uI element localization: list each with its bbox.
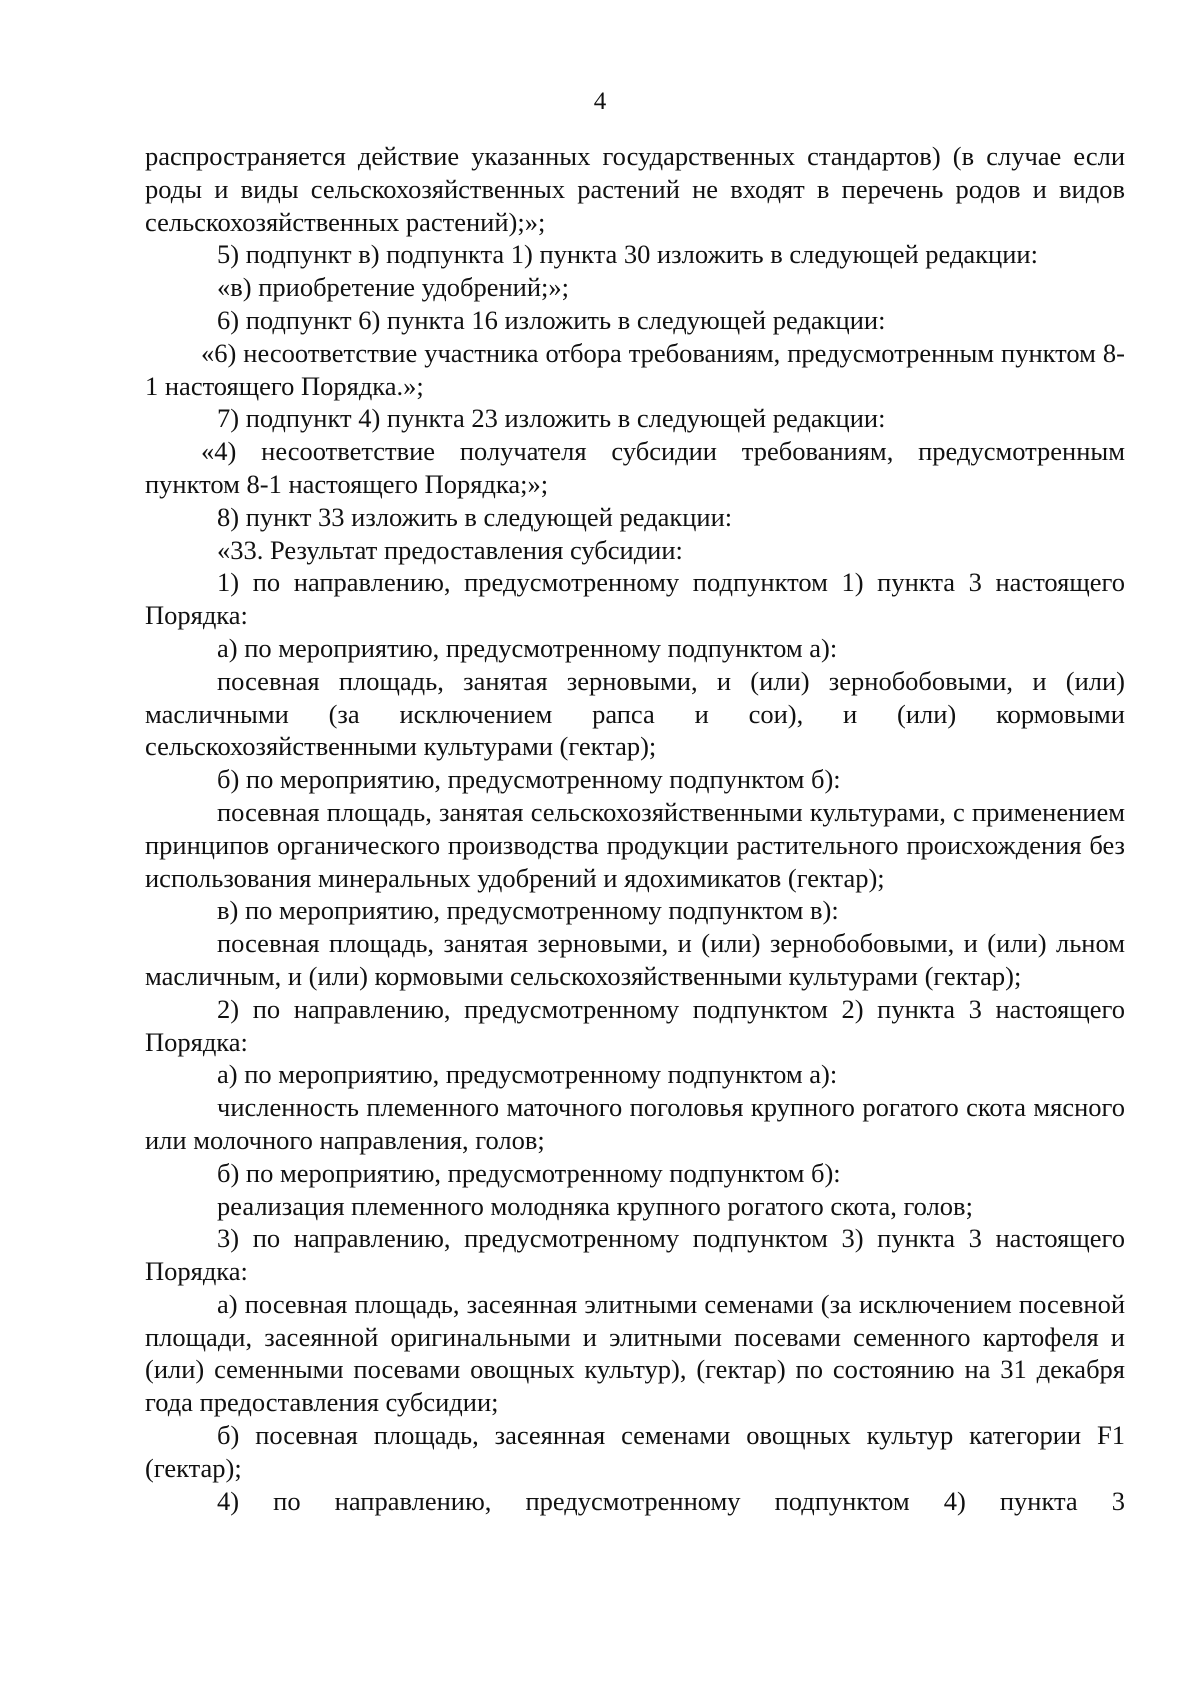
document-body	[145, 140, 1125, 1517]
paragraph-11: а) по мероприятию, предусмотренному подпунктом а):	[217, 632, 838, 663]
paragraph-18: а) по мероприятию, предусмотренному подпунктом а):	[217, 1059, 838, 1090]
paragraph-4: 6) подпункт 6) пункта 16 изложить в следующей редакции:	[217, 304, 886, 335]
paragraph-19: численность племенного маточного поголовья крупного рогатого скота мясного или молочного направления, голов;	[145, 1092, 1125, 1155]
paragraph-1: распространяется действие указанных государственных стандартов) (в случае если роды и виды сельскохозяйственных растений не входят в перечень родов и видов сельскохозяйственных растений);»;	[145, 141, 1125, 237]
page-number: 4	[593, 88, 607, 115]
paragraph-2: 5) подпункт в) подпункта 1) пункта 30 изложить в следующей редакции:	[217, 239, 1038, 270]
paragraph-14: посевная площадь, занятая сельскохозяйственными культурами, с применением принципов органического производства продукции растительного происхождения без использования минеральных удобрений и ядохимикатов (гектар);	[145, 796, 1125, 893]
paragraph-6: 7) подпункт 4) пункта 23 изложить в следующей редакции:	[217, 403, 886, 434]
paragraph-8: 8) пункт 33 изложить в следующей редакции:	[217, 501, 733, 532]
paragraph-10: 1) по направлению, предусмотренному подпунктом 1) пункта 3 настоящего Порядка:	[145, 567, 1125, 631]
paragraph-25: 4) по направлению, предусмотренному подпунктом 4) пункта 3	[217, 1485, 1125, 1516]
paragraph-7: «4) несоответствие получателя субсидии требованиям, предусмотренным пунктом 8-1 настоящего Порядка;»;	[145, 436, 1125, 499]
paragraph-22: 3) по направлению, предусмотренному подпунктом 3) пункта 3 настоящего Порядка:	[145, 1223, 1125, 1287]
paragraph-9: «33. Результат предоставления субсидии:	[217, 534, 683, 565]
paragraph-12: посевная площадь, занятая зерновыми, и (или) зернобобовыми, и (или) масличными (за исключением рапса и сои), и (или) кормовыми сельскохозяйственными культурами (гектар);	[145, 665, 1125, 762]
paragraph-21: реализация племенного молодняка крупного рогатого скота, голов;	[217, 1190, 973, 1221]
paragraph-17: 2) по направлению, предусмотренному подпунктом 2) пункта 3 настоящего Порядка:	[145, 993, 1125, 1057]
paragraph-5: «6) несоответствие участника отбора требованиям, предусмотренным пунктом 8-1 настоящего Порядка.»;	[145, 337, 1125, 401]
paragraph-3: «в) приобретение удобрений;»;	[217, 272, 569, 303]
paragraph-20: б) по мероприятию, предусмотренному подпунктом б):	[217, 1157, 841, 1188]
paragraph-15: в) по мероприятию, предусмотренному подпунктом в):	[217, 895, 839, 926]
paragraph-13: б) по мероприятию, предусмотренному подпунктом б):	[217, 764, 841, 795]
paragraph-23: а) посевная площадь, засеянная элитными семенами (за исключением посевной площади, засеянной оригинальными и элитными посевами семенного картофеля и (или) семенными посевами овощных культур), (гектар) по состоянию на 31 декабря года предоставления субсидии;	[145, 1288, 1125, 1418]
paragraph-24: б) посевная площадь, засеянная семенами овощных культур категории F1 (гектар);	[145, 1420, 1125, 1483]
paragraph-16: посевная площадь, занятая зерновыми, и (или) зернобобовыми, и (или) льном масличным, и (или) кормовыми сельскохозяйственными культурами (гектар);	[145, 928, 1125, 991]
